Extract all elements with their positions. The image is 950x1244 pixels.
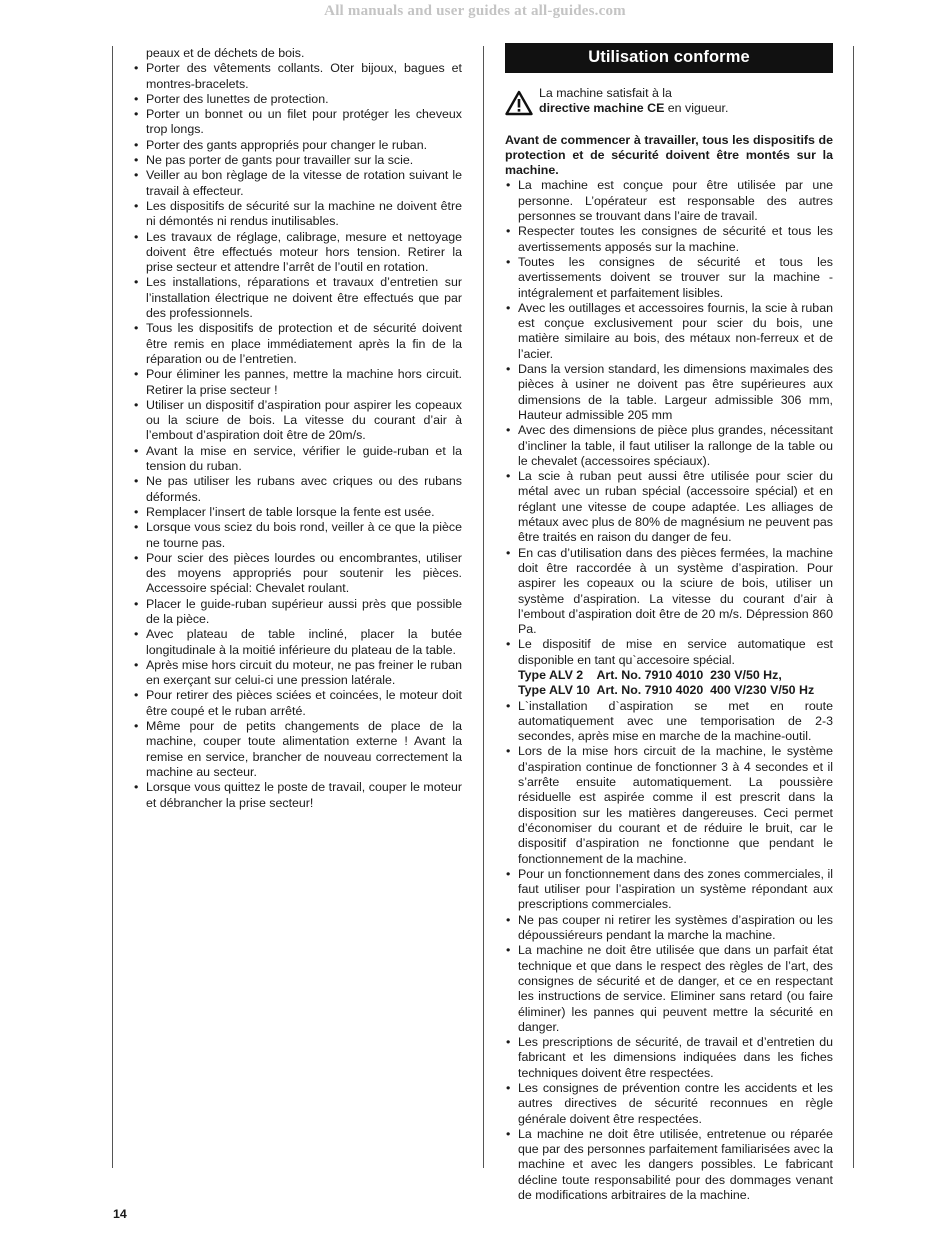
warning-line-2 — [539, 101, 728, 116]
list-item: • Remplacer l’insert de table lorsque la fente est usée. — [133, 505, 462, 520]
list-item: • Lorsque vous sciez du bois rond, veiller à ce que la pièce ne tourne pas. — [133, 520, 462, 551]
list-item: • La scie à ruban peut aussi être utilisée pour scier du métal avec un ruban spécial (accessoire spécial) et en réglant une vitesse de coupe adaptée. Les alliages de métaux avec plus de 80% de magnésium ne peuvent pas être traités en raison du danger de feu. — [505, 469, 833, 545]
list-item: • Porter un bonnet ou un filet pour protéger les cheveux trop longs. — [133, 107, 462, 138]
safety-list — [133, 46, 462, 811]
list-item: • Les consignes de prévention contre les accidents et les autres directives de sécurité reconnues en règle générale doivent être respectées. — [505, 1081, 833, 1127]
list-item: • Veiller au bon règlage de la vitesse de rotation suivant le travail à effecteur. — [133, 168, 462, 199]
list-item: • Les travaux de réglage, calibrage, mesure et nettoyage doivent être effectués moteur hors tension. Retirer la prise secteur et attendre l’arrêt de l’outil en rotation. — [133, 230, 462, 276]
list-item: • Pour scier des pièces lourdes ou encombrantes, utiliser des moyens appropriés pour soutenir les pièces. Accessoire spécial: Chevalet roulant. — [133, 551, 462, 597]
list-item: • La machine est conçue pour être utilisée par une personne. L’opérateur est responsable des autres personnes se trouvant dans l’aire de travail. — [505, 178, 833, 224]
list-item: • Ne pas utiliser les rubans avec criques ou des rubans déformés. — [133, 474, 462, 505]
list-item: • Porter des vêtements collants. Oter bijoux, bagues et montres-bracelets. — [133, 61, 462, 92]
column-rule-right — [853, 46, 854, 1168]
warning-text — [539, 86, 728, 117]
right-column — [505, 43, 833, 1203]
list-item: • Avant la mise en service, vérifier le guide-ruban et la tension du ruban. — [133, 444, 462, 475]
list-item: • Lors de la mise hors circuit de la machine, le système d’aspiration continue de fonctionner 3 à 4 secondes et il s’arrête ensuite automatiquement. La poussière résiduelle est aspirée comme il est prescrit dans la disposition sur les matières dangereuses. Ceci permet d’économiser du courant et de réduire le bruit, car le dispositif d’aspiration ne fonctionne que pendant le fonctionnement de la machine. — [505, 744, 833, 866]
list-item: • Ne pas porter de gants pour travailler sur la scie. — [133, 153, 462, 168]
list-item: • Après mise hors circuit du moteur, ne pas freiner le ruban en exerçant sur celui-ci une pression latérale. — [133, 658, 462, 689]
list-item: • Placer le guide-ruban supérieur aussi près que possible de la pièce. — [133, 597, 462, 628]
column-rule-middle — [483, 46, 484, 1168]
list-item: • Avec des dimensions de pièce plus grandes, nécessitant d’incliner la table, il faut utiliser la rallonge de la table ou le chevalet (accessoires spéciaux). — [505, 423, 833, 469]
list-item: • Tous les dispositifs de protection et de sécurité doivent être remis en place immédiatement après la fin de la réparation ou de l’entretien. — [133, 321, 462, 367]
section-title: Utilisation conforme — [505, 43, 833, 73]
list-item: • En cas d’utilisation dans des pièces fermées, la machine doit être raccordée à un système d’aspiration. Pour aspirer les copeaux ou la sciure de bois, utiliser un système d’aspiration. La vitesse du courant d’air à l’embout d’aspiration doit être de 20 m/s. Dépression 860 Pa. — [505, 546, 833, 638]
warning-directive: directive machine CE — [539, 101, 665, 116]
warning-line-2-rest: en vigueur. — [664, 101, 729, 116]
type-line: Type ALV 10 Art. No. 7910 4020 400 V/230 V/50 Hz — [518, 683, 815, 698]
list-item: • Porter des gants appropriés pour changer le ruban. — [133, 138, 462, 153]
list-item: • Les prescriptions de sécurité, de travail et d’entretien du fabricant et les dimensions indiquées dans les fiches techniques doivent être respectées. — [505, 1035, 833, 1081]
usage-list-a — [505, 178, 833, 668]
list-item: • La machine ne doit être utilisée que dans un parfait état technique et que dans le respect des règles de l’art, des consignes de sécurité et de danger, et ce en respectant les instructions de service. Eliminer sans retard (ou faire éliminer) les pannes qui peuvent mettre la sécurité en danger. — [505, 943, 833, 1035]
intro-bold: Avant de commencer à travailler, tous les dispositifs de protection et de sécurité doivent être montés sur la machine. — [505, 132, 833, 178]
list-item: • Pour retirer des pièces sciées et coincées, le moteur doit être coupé et le ruban arrêté. — [133, 688, 462, 719]
list-item-continuation: peaux et de déchets de bois. — [146, 46, 305, 60]
list-item: • La machine ne doit être utilisée, entretenue ou réparée que par des personnes parfaitement familiarisées avec la machine et avec les dangers possibles. Le fabricant décline toute responsabilité pour des dommages venant de modifications arbitraires de la machine. — [505, 1127, 833, 1203]
page-number: 14 — [113, 1207, 127, 1221]
list-item: • Avec plateau de table incliné, placer la butée longitudinale à la moitié inférieure du plateau de la table. — [133, 627, 462, 658]
list-item: • Utiliser un dispositif d’aspiration pour aspirer les copeaux ou la sciure de bois. La vitesse du courant d’air à l’embout d’aspiration doit être de 20m/s. — [133, 398, 462, 444]
watermark: All manuals and user guides at all-guides.com — [324, 3, 626, 19]
warning-notice — [505, 86, 833, 117]
list-item: • Dans la version standard, les dimensions maximales des pièces à usiner ne doivent pas être supérieures aux dimensions de la table. Largeur admissible 306 mm, Hauteur admissible 205 mm — [505, 362, 833, 423]
list-item: • Pour éliminer les pannes, mettre la machine hors circuit. Retirer la prise secteur ! — [133, 367, 462, 398]
list-item: • L`installation d`aspiration se met en route automatiquement avec une temporisation de 2-3 secondes, après mise en marche de la machine-outil. — [505, 699, 833, 745]
type-line: Type ALV 2 Art. No. 7910 4010 230 V/50 Hz, — [518, 667, 782, 682]
list-item: • Respecter toutes les consignes de sécurité et tous les avertissements apposés sur la machine. — [505, 224, 833, 255]
list-item: • Les installations, réparations et travaux d’entretien sur l’installation électrique ne doivent être effectués que par des professionnels. — [133, 275, 462, 321]
warning-line-1: La machine satisfait à la — [539, 86, 672, 100]
list-item: • Avec les outillages et accessoires fournis, la scie à ruban est conçue exclusivement pour scier du bois, une matière similaire au bois, des métaux non-ferreux et de l’acier. — [505, 301, 833, 362]
list-item: • Le dispositif de mise en service automatique est disponible en tant qu`accesoire spécial. — [505, 637, 833, 668]
list-item: • Les dispositifs de sécurité sur la machine ne doivent être ni démontés ni rendus inutilisables. — [133, 199, 462, 230]
column-rule-left — [112, 46, 113, 1168]
list-item: • Porter des lunettes de protection. — [133, 92, 462, 107]
warning-triangle-icon — [505, 90, 533, 116]
usage-list-b — [505, 699, 833, 1204]
list-item: • Ne pas couper ni retirer les systèmes d’aspiration ou les dépoussiéreurs pendant la marche la machine. — [505, 913, 833, 944]
list-item: • Lorsque vous quittez le poste de travail, couper le moteur et débrancher la prise secteur! — [133, 780, 462, 811]
list-item: • Pour un fonctionnement dans des zones commerciales, il faut utiliser pour l’aspiration un système répondant aux prescriptions commerciales. — [505, 867, 833, 913]
list-item: • Toutes les consignes de sécurité et tous les avertissements doivent se trouver sur la machine - intégralement et parfaitement lisibles. — [505, 255, 833, 301]
list-item: • Même pour de petits changements de place de la machine, couper toute alimentation externe ! Avant la remise en service, brancher de nouveau correctement la machine au secteur. — [133, 719, 462, 780]
left-column — [133, 46, 462, 811]
